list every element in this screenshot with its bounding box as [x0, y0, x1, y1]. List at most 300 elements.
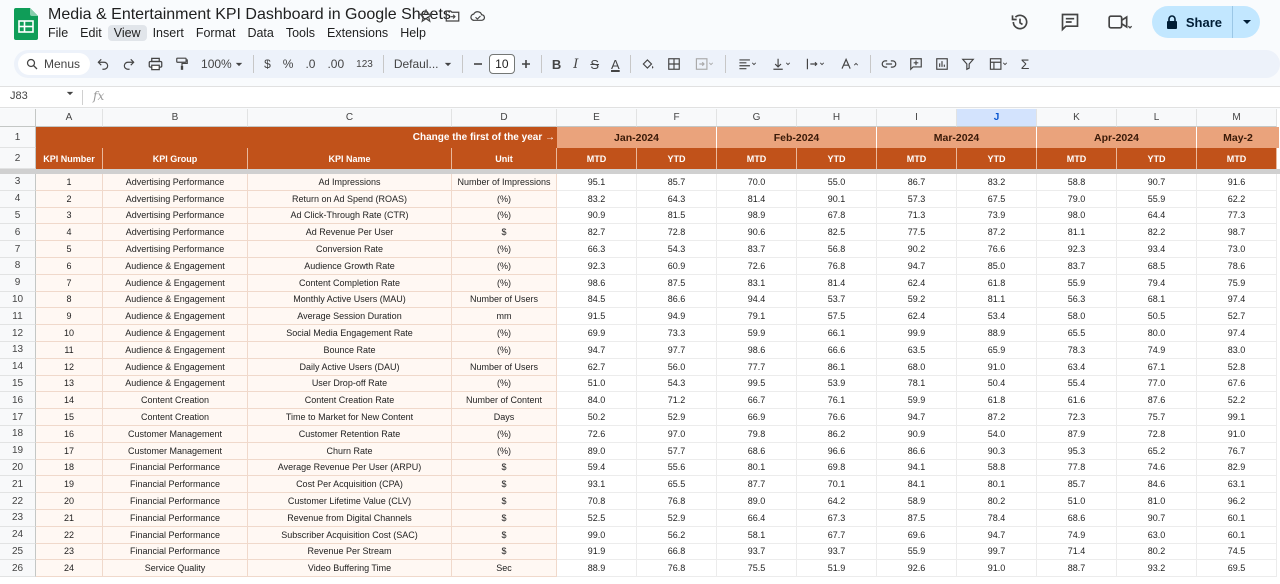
- kpi-group-cell[interactable]: Advertising Performance: [103, 174, 248, 191]
- merge-cells-icon[interactable]: [687, 52, 721, 76]
- kpi-name-cell[interactable]: Revenue from Digital Channels: [248, 510, 452, 527]
- value-cell[interactable]: 72.6: [717, 258, 797, 275]
- sheet-grid[interactable]: [0, 109, 1280, 584]
- value-cell[interactable]: 61.8: [957, 275, 1037, 292]
- kpi-number-cell[interactable]: 16: [36, 426, 103, 443]
- value-cell[interactable]: 65.5: [1037, 325, 1117, 342]
- value-cell[interactable]: 67.8: [797, 208, 877, 225]
- value-cell[interactable]: 74.5: [1197, 544, 1277, 561]
- value-cell[interactable]: 63.5: [877, 342, 957, 359]
- header-note[interactable]: Change the first of the year →: [36, 127, 557, 148]
- period-header[interactable]: YTD: [957, 148, 1037, 169]
- value-cell[interactable]: 72.6: [557, 426, 637, 443]
- unit-cell[interactable]: $: [452, 493, 557, 510]
- kpi-name-cell[interactable]: Content Creation Rate: [248, 392, 452, 409]
- value-cell[interactable]: 55.4: [1037, 376, 1117, 393]
- kpi-number-cell[interactable]: 23: [36, 544, 103, 561]
- kpi-group-cell[interactable]: Financial Performance: [103, 493, 248, 510]
- kpi-number-cell[interactable]: 21: [36, 510, 103, 527]
- column-header-m[interactable]: M: [1197, 109, 1277, 127]
- value-cell[interactable]: 74.9: [1117, 342, 1197, 359]
- value-cell[interactable]: 83.7: [717, 241, 797, 258]
- period-header[interactable]: MTD: [1197, 148, 1277, 169]
- kpi-name-cell[interactable]: Revenue Per Stream: [248, 544, 452, 561]
- kpi-number-cell[interactable]: 1: [36, 174, 103, 191]
- value-cell[interactable]: 98.6: [557, 275, 637, 292]
- column-header-c[interactable]: C: [248, 109, 452, 127]
- kpi-group-cell[interactable]: Financial Performance: [103, 527, 248, 544]
- value-cell[interactable]: 55.9: [1117, 191, 1197, 208]
- value-cell[interactable]: 80.2: [1117, 544, 1197, 561]
- value-cell[interactable]: 57.5: [797, 308, 877, 325]
- kpi-name-cell[interactable]: User Drop-off Rate: [248, 376, 452, 393]
- unit-cell[interactable]: $: [452, 460, 557, 477]
- redo-icon[interactable]: [116, 52, 142, 76]
- row-header[interactable]: 26: [0, 560, 36, 577]
- vertical-align-icon[interactable]: [764, 52, 798, 76]
- row-header[interactable]: 20: [0, 460, 36, 477]
- value-cell[interactable]: 65.2: [1117, 443, 1197, 460]
- value-cell[interactable]: 87.9: [1037, 426, 1117, 443]
- value-cell[interactable]: 73.0: [1197, 241, 1277, 258]
- period-header[interactable]: YTD: [1117, 148, 1197, 169]
- kpi-name-cell[interactable]: Ad Revenue Per User: [248, 224, 452, 241]
- value-cell[interactable]: 84.5: [557, 292, 637, 309]
- column-header-f[interactable]: F: [637, 109, 717, 127]
- value-cell[interactable]: 64.2: [797, 493, 877, 510]
- menu-extensions[interactable]: Extensions: [327, 26, 389, 40]
- kpi-number-cell[interactable]: 14: [36, 392, 103, 409]
- value-cell[interactable]: 67.1: [1117, 359, 1197, 376]
- value-cell[interactable]: 86.2: [797, 426, 877, 443]
- value-cell[interactable]: 54.0: [957, 426, 1037, 443]
- value-cell[interactable]: 71.4: [1037, 544, 1117, 561]
- font-size-input[interactable]: 10: [489, 54, 515, 74]
- kpi-name-cell[interactable]: Daily Active Users (DAU): [248, 359, 452, 376]
- kpi-number-cell[interactable]: 8: [36, 292, 103, 309]
- value-cell[interactable]: 81.1: [1037, 224, 1117, 241]
- kpi-number-cell[interactable]: 2: [36, 191, 103, 208]
- kpi-group-cell[interactable]: Advertising Performance: [103, 208, 248, 225]
- value-cell[interactable]: 97.7: [637, 342, 717, 359]
- value-cell[interactable]: 99.1: [1197, 409, 1277, 426]
- value-cell[interactable]: 55.0: [797, 174, 877, 191]
- value-cell[interactable]: 87.6: [1117, 392, 1197, 409]
- kpi-number-cell[interactable]: 4: [36, 224, 103, 241]
- value-cell[interactable]: 51.0: [1037, 493, 1117, 510]
- row-header[interactable]: 3: [0, 174, 36, 191]
- value-cell[interactable]: 83.0: [1197, 342, 1277, 359]
- unit-cell[interactable]: (%): [452, 443, 557, 460]
- kpi-group-cell[interactable]: Financial Performance: [103, 510, 248, 527]
- value-cell[interactable]: 56.2: [637, 527, 717, 544]
- kpi-number-cell[interactable]: 3: [36, 208, 103, 225]
- kpi-name-cell[interactable]: Content Completion Rate: [248, 275, 452, 292]
- value-cell[interactable]: 69.9: [557, 325, 637, 342]
- value-cell[interactable]: 80.1: [717, 460, 797, 477]
- value-cell[interactable]: 79.0: [1037, 191, 1117, 208]
- print-icon[interactable]: [142, 52, 169, 76]
- comments-icon[interactable]: [1052, 4, 1088, 40]
- percent-format-button[interactable]: %: [282, 57, 294, 71]
- value-cell[interactable]: 93.7: [797, 544, 877, 561]
- value-cell[interactable]: 72.8: [637, 224, 717, 241]
- unit-cell[interactable]: (%): [452, 325, 557, 342]
- row-header[interactable]: 13: [0, 342, 36, 359]
- value-cell[interactable]: 99.0: [557, 527, 637, 544]
- value-cell[interactable]: 55.6: [637, 460, 717, 477]
- value-cell[interactable]: 92.3: [557, 258, 637, 275]
- unit-cell[interactable]: (%): [452, 376, 557, 393]
- value-cell[interactable]: 68.6: [1037, 510, 1117, 527]
- kpi-group-cell[interactable]: Audience & Engagement: [103, 342, 248, 359]
- value-cell[interactable]: 78.4: [957, 510, 1037, 527]
- value-cell[interactable]: 62.4: [877, 275, 957, 292]
- value-cell[interactable]: 66.3: [557, 241, 637, 258]
- value-cell[interactable]: 57.7: [637, 443, 717, 460]
- row-header[interactable]: 2: [0, 148, 36, 169]
- filter-views-icon[interactable]: [981, 52, 1015, 76]
- kpi-group-cell[interactable]: Audience & Engagement: [103, 258, 248, 275]
- unit-cell[interactable]: Number of Users: [452, 292, 557, 309]
- unit-cell[interactable]: Number of Impressions: [452, 174, 557, 191]
- row-header[interactable]: 19: [0, 443, 36, 460]
- value-cell[interactable]: 85.0: [957, 258, 1037, 275]
- row-header[interactable]: 6: [0, 224, 36, 241]
- value-cell[interactable]: 86.6: [877, 443, 957, 460]
- kpi-number-cell[interactable]: 22: [36, 527, 103, 544]
- kpi-group-cell[interactable]: Customer Management: [103, 443, 248, 460]
- kpi-group-cell[interactable]: Audience & Engagement: [103, 376, 248, 393]
- value-cell[interactable]: 63.4: [1037, 359, 1117, 376]
- number-format-button[interactable]: 123: [356, 58, 373, 70]
- value-cell[interactable]: 76.1: [797, 392, 877, 409]
- kpi-name-cell[interactable]: Monthly Active Users (MAU): [248, 292, 452, 309]
- column-header-b[interactable]: B: [103, 109, 248, 127]
- value-cell[interactable]: 90.2: [877, 241, 957, 258]
- value-cell[interactable]: 59.9: [717, 325, 797, 342]
- value-cell[interactable]: 90.1: [797, 191, 877, 208]
- value-cell[interactable]: 58.1: [717, 527, 797, 544]
- value-cell[interactable]: 62.2: [1197, 191, 1277, 208]
- value-cell[interactable]: 53.4: [957, 308, 1037, 325]
- value-cell[interactable]: 93.4: [1117, 241, 1197, 258]
- header-kpi-name[interactable]: KPI Name: [248, 148, 452, 169]
- value-cell[interactable]: 61.6: [1037, 392, 1117, 409]
- kpi-name-cell[interactable]: Ad Click-Through Rate (CTR): [248, 208, 452, 225]
- month-header[interactable]: Apr-2024: [1037, 127, 1197, 148]
- month-header[interactable]: Jan-2024: [557, 127, 717, 148]
- kpi-group-cell[interactable]: Content Creation: [103, 409, 248, 426]
- insert-chart-icon[interactable]: [929, 52, 955, 76]
- value-cell[interactable]: 90.9: [557, 208, 637, 225]
- value-cell[interactable]: 80.2: [957, 493, 1037, 510]
- zoom-select[interactable]: [195, 52, 249, 76]
- value-cell[interactable]: 94.7: [877, 409, 957, 426]
- value-cell[interactable]: 62.7: [557, 359, 637, 376]
- font-size-increase-icon[interactable]: [515, 52, 537, 76]
- value-cell[interactable]: 70.0: [717, 174, 797, 191]
- kpi-number-cell[interactable]: 5: [36, 241, 103, 258]
- functions-icon[interactable]: Σ: [1020, 56, 1030, 72]
- kpi-name-cell[interactable]: Churn Rate: [248, 443, 452, 460]
- value-cell[interactable]: 87.7: [717, 476, 797, 493]
- column-header-a[interactable]: A: [36, 109, 103, 127]
- row-header[interactable]: 21: [0, 476, 36, 493]
- value-cell[interactable]: 83.2: [557, 191, 637, 208]
- fill-color-icon[interactable]: [635, 52, 661, 76]
- decrease-decimal-button[interactable]: .0: [305, 57, 316, 71]
- kpi-name-cell[interactable]: Average Session Duration: [248, 308, 452, 325]
- kpi-name-cell[interactable]: Customer Lifetime Value (CLV): [248, 493, 452, 510]
- row-header[interactable]: 22: [0, 493, 36, 510]
- value-cell[interactable]: 81.4: [717, 191, 797, 208]
- value-cell[interactable]: 54.3: [637, 376, 717, 393]
- value-cell[interactable]: 75.9: [1197, 275, 1277, 292]
- period-header[interactable]: YTD: [637, 148, 717, 169]
- borders-icon[interactable]: [661, 52, 687, 76]
- value-cell[interactable]: 94.9: [637, 308, 717, 325]
- value-cell[interactable]: 66.9: [717, 409, 797, 426]
- value-cell[interactable]: 93.1: [557, 476, 637, 493]
- unit-cell[interactable]: $: [452, 476, 557, 493]
- value-cell[interactable]: 58.8: [1037, 174, 1117, 191]
- value-cell[interactable]: 90.7: [1117, 174, 1197, 191]
- row-header[interactable]: 17: [0, 409, 36, 426]
- value-cell[interactable]: 59.9: [877, 392, 957, 409]
- value-cell[interactable]: 99.7: [957, 544, 1037, 561]
- chevron-down-icon[interactable]: [66, 91, 74, 96]
- value-cell[interactable]: 73.3: [637, 325, 717, 342]
- value-cell[interactable]: 78.1: [877, 376, 957, 393]
- unit-cell[interactable]: $: [452, 544, 557, 561]
- value-cell[interactable]: 79.1: [717, 308, 797, 325]
- value-cell[interactable]: 79.8: [717, 426, 797, 443]
- kpi-number-cell[interactable]: 11: [36, 342, 103, 359]
- menu-view[interactable]: View: [108, 25, 147, 41]
- value-cell[interactable]: 96.2: [1197, 493, 1277, 510]
- column-header-i[interactable]: I: [877, 109, 957, 127]
- row-header[interactable]: 11: [0, 308, 36, 325]
- sheets-logo-icon[interactable]: [14, 8, 38, 40]
- value-cell[interactable]: 84.1: [877, 476, 957, 493]
- value-cell[interactable]: 65.5: [637, 476, 717, 493]
- value-cell[interactable]: 52.8: [1197, 359, 1277, 376]
- unit-cell[interactable]: (%): [452, 426, 557, 443]
- value-cell[interactable]: 66.4: [717, 510, 797, 527]
- value-cell[interactable]: 77.5: [877, 224, 957, 241]
- value-cell[interactable]: 68.5: [1117, 258, 1197, 275]
- kpi-name-cell[interactable]: Conversion Rate: [248, 241, 452, 258]
- unit-cell[interactable]: $: [452, 224, 557, 241]
- value-cell[interactable]: 58.9: [877, 493, 957, 510]
- kpi-number-cell[interactable]: 10: [36, 325, 103, 342]
- value-cell[interactable]: 69.8: [797, 460, 877, 477]
- value-cell[interactable]: 80.0: [1117, 325, 1197, 342]
- value-cell[interactable]: 83.2: [957, 174, 1037, 191]
- row-header[interactable]: 4: [0, 191, 36, 208]
- star-icon[interactable]: [416, 6, 436, 26]
- text-wrapping-icon[interactable]: [798, 52, 832, 76]
- value-cell[interactable]: 84.6: [1117, 476, 1197, 493]
- period-header[interactable]: MTD: [717, 148, 797, 169]
- value-cell[interactable]: 55.9: [877, 544, 957, 561]
- kpi-name-cell[interactable]: Bounce Rate: [248, 342, 452, 359]
- value-cell[interactable]: 91.0: [957, 359, 1037, 376]
- value-cell[interactable]: 98.0: [1037, 208, 1117, 225]
- value-cell[interactable]: 82.9: [1197, 460, 1277, 477]
- value-cell[interactable]: 99.9: [877, 325, 957, 342]
- kpi-number-cell[interactable]: 15: [36, 409, 103, 426]
- value-cell[interactable]: 81.5: [637, 208, 717, 225]
- value-cell[interactable]: 69.5: [1197, 560, 1277, 577]
- kpi-name-cell[interactable]: Social Media Engagement Rate: [248, 325, 452, 342]
- horizontal-align-icon[interactable]: [730, 52, 764, 76]
- value-cell[interactable]: 55.9: [1037, 275, 1117, 292]
- unit-cell[interactable]: (%): [452, 208, 557, 225]
- kpi-number-cell[interactable]: 13: [36, 376, 103, 393]
- value-cell[interactable]: 67.7: [797, 527, 877, 544]
- value-cell[interactable]: 58.0: [1037, 308, 1117, 325]
- value-cell[interactable]: 78.3: [1037, 342, 1117, 359]
- kpi-group-cell[interactable]: Advertising Performance: [103, 191, 248, 208]
- value-cell[interactable]: 68.0: [877, 359, 957, 376]
- unit-cell[interactable]: $: [452, 510, 557, 527]
- row-header[interactable]: 16: [0, 392, 36, 409]
- menu-file[interactable]: File: [48, 26, 69, 40]
- kpi-group-cell[interactable]: Content Creation: [103, 392, 248, 409]
- kpi-group-cell[interactable]: Financial Performance: [103, 544, 248, 561]
- value-cell[interactable]: 58.8: [957, 460, 1037, 477]
- value-cell[interactable]: 91.0: [1197, 426, 1277, 443]
- value-cell[interactable]: 98.7: [1197, 224, 1277, 241]
- unit-cell[interactable]: Number of Users: [452, 359, 557, 376]
- value-cell[interactable]: 71.2: [637, 392, 717, 409]
- value-cell[interactable]: 56.8: [797, 241, 877, 258]
- value-cell[interactable]: 95.1: [557, 174, 637, 191]
- meet-icon[interactable]: [1102, 4, 1138, 40]
- row-header[interactable]: 5: [0, 208, 36, 225]
- value-cell[interactable]: 64.3: [637, 191, 717, 208]
- value-cell[interactable]: 53.9: [797, 376, 877, 393]
- value-cell[interactable]: 68.6: [717, 443, 797, 460]
- kpi-group-cell[interactable]: Advertising Performance: [103, 241, 248, 258]
- cloud-saved-icon[interactable]: [468, 6, 488, 26]
- menu-help[interactable]: Help: [400, 26, 426, 40]
- value-cell[interactable]: 95.3: [1037, 443, 1117, 460]
- italic-icon[interactable]: I: [573, 56, 579, 72]
- value-cell[interactable]: 74.9: [1037, 527, 1117, 544]
- value-cell[interactable]: 79.4: [1117, 275, 1197, 292]
- value-cell[interactable]: 72.8: [1117, 426, 1197, 443]
- kpi-group-cell[interactable]: Customer Management: [103, 426, 248, 443]
- value-cell[interactable]: 76.8: [797, 258, 877, 275]
- value-cell[interactable]: 91.9: [557, 544, 637, 561]
- kpi-number-cell[interactable]: 7: [36, 275, 103, 292]
- value-cell[interactable]: 52.5: [557, 510, 637, 527]
- value-cell[interactable]: 94.4: [717, 292, 797, 309]
- kpi-group-cell[interactable]: Advertising Performance: [103, 224, 248, 241]
- period-header[interactable]: MTD: [557, 148, 637, 169]
- kpi-name-cell[interactable]: Video Buffering Time: [248, 560, 452, 577]
- value-cell[interactable]: 66.8: [637, 544, 717, 561]
- text-color-icon[interactable]: A: [611, 56, 620, 72]
- kpi-group-cell[interactable]: Audience & Engagement: [103, 325, 248, 342]
- text-rotation-icon[interactable]: [832, 52, 866, 76]
- row-header[interactable]: 14: [0, 359, 36, 376]
- value-cell[interactable]: 89.0: [557, 443, 637, 460]
- value-cell[interactable]: 83.7: [1037, 258, 1117, 275]
- kpi-name-cell[interactable]: Customer Retention Rate: [248, 426, 452, 443]
- row-header[interactable]: 24: [0, 527, 36, 544]
- period-header[interactable]: MTD: [1037, 148, 1117, 169]
- column-header-l[interactable]: L: [1117, 109, 1197, 127]
- value-cell[interactable]: 63.0: [1117, 527, 1197, 544]
- value-cell[interactable]: 65.9: [957, 342, 1037, 359]
- unit-cell[interactable]: Number of Content: [452, 392, 557, 409]
- unit-cell[interactable]: (%): [452, 275, 557, 292]
- value-cell[interactable]: 54.3: [637, 241, 717, 258]
- value-cell[interactable]: 91.6: [1197, 174, 1277, 191]
- value-cell[interactable]: 80.1: [957, 476, 1037, 493]
- kpi-name-cell[interactable]: Audience Growth Rate: [248, 258, 452, 275]
- row-header[interactable]: 1: [0, 127, 36, 148]
- value-cell[interactable]: 66.1: [797, 325, 877, 342]
- value-cell[interactable]: 56.3: [1037, 292, 1117, 309]
- value-cell[interactable]: 84.0: [557, 392, 637, 409]
- insert-link-icon[interactable]: [875, 52, 903, 76]
- value-cell[interactable]: 53.7: [797, 292, 877, 309]
- kpi-name-cell[interactable]: Average Revenue Per User (ARPU): [248, 460, 452, 477]
- menu-tools[interactable]: Tools: [285, 26, 316, 40]
- value-cell[interactable]: 70.8: [557, 493, 637, 510]
- move-folder-icon[interactable]: [442, 6, 462, 26]
- value-cell[interactable]: 90.7: [1117, 510, 1197, 527]
- menu-edit[interactable]: Edit: [80, 26, 102, 40]
- kpi-group-cell[interactable]: Financial Performance: [103, 476, 248, 493]
- kpi-group-cell[interactable]: Financial Performance: [103, 460, 248, 477]
- unit-cell[interactable]: (%): [452, 258, 557, 275]
- value-cell[interactable]: 97.4: [1197, 292, 1277, 309]
- strikethrough-icon[interactable]: S: [590, 56, 600, 72]
- value-cell[interactable]: 78.6: [1197, 258, 1277, 275]
- value-cell[interactable]: 67.3: [797, 510, 877, 527]
- kpi-number-cell[interactable]: 20: [36, 493, 103, 510]
- value-cell[interactable]: 94.1: [877, 460, 957, 477]
- value-cell[interactable]: 72.3: [1037, 409, 1117, 426]
- value-cell[interactable]: 50.4: [957, 376, 1037, 393]
- value-cell[interactable]: 66.7: [717, 392, 797, 409]
- value-cell[interactable]: 52.9: [637, 409, 717, 426]
- value-cell[interactable]: 90.6: [717, 224, 797, 241]
- value-cell[interactable]: 70.1: [797, 476, 877, 493]
- kpi-group-cell[interactable]: Audience & Engagement: [103, 308, 248, 325]
- value-cell[interactable]: 62.4: [877, 308, 957, 325]
- value-cell[interactable]: 64.4: [1117, 208, 1197, 225]
- value-cell[interactable]: 60.1: [1197, 510, 1277, 527]
- value-cell[interactable]: 50.2: [557, 409, 637, 426]
- value-cell[interactable]: 89.0: [717, 493, 797, 510]
- value-cell[interactable]: 88.9: [957, 325, 1037, 342]
- value-cell[interactable]: 86.6: [637, 292, 717, 309]
- value-cell[interactable]: 77.8: [1037, 460, 1117, 477]
- header-kpi-group[interactable]: KPI Group: [103, 148, 248, 169]
- kpi-number-cell[interactable]: 24: [36, 560, 103, 577]
- value-cell[interactable]: 92.6: [877, 560, 957, 577]
- value-cell[interactable]: 99.5: [717, 376, 797, 393]
- value-cell[interactable]: 52.9: [637, 510, 717, 527]
- value-cell[interactable]: 87.5: [637, 275, 717, 292]
